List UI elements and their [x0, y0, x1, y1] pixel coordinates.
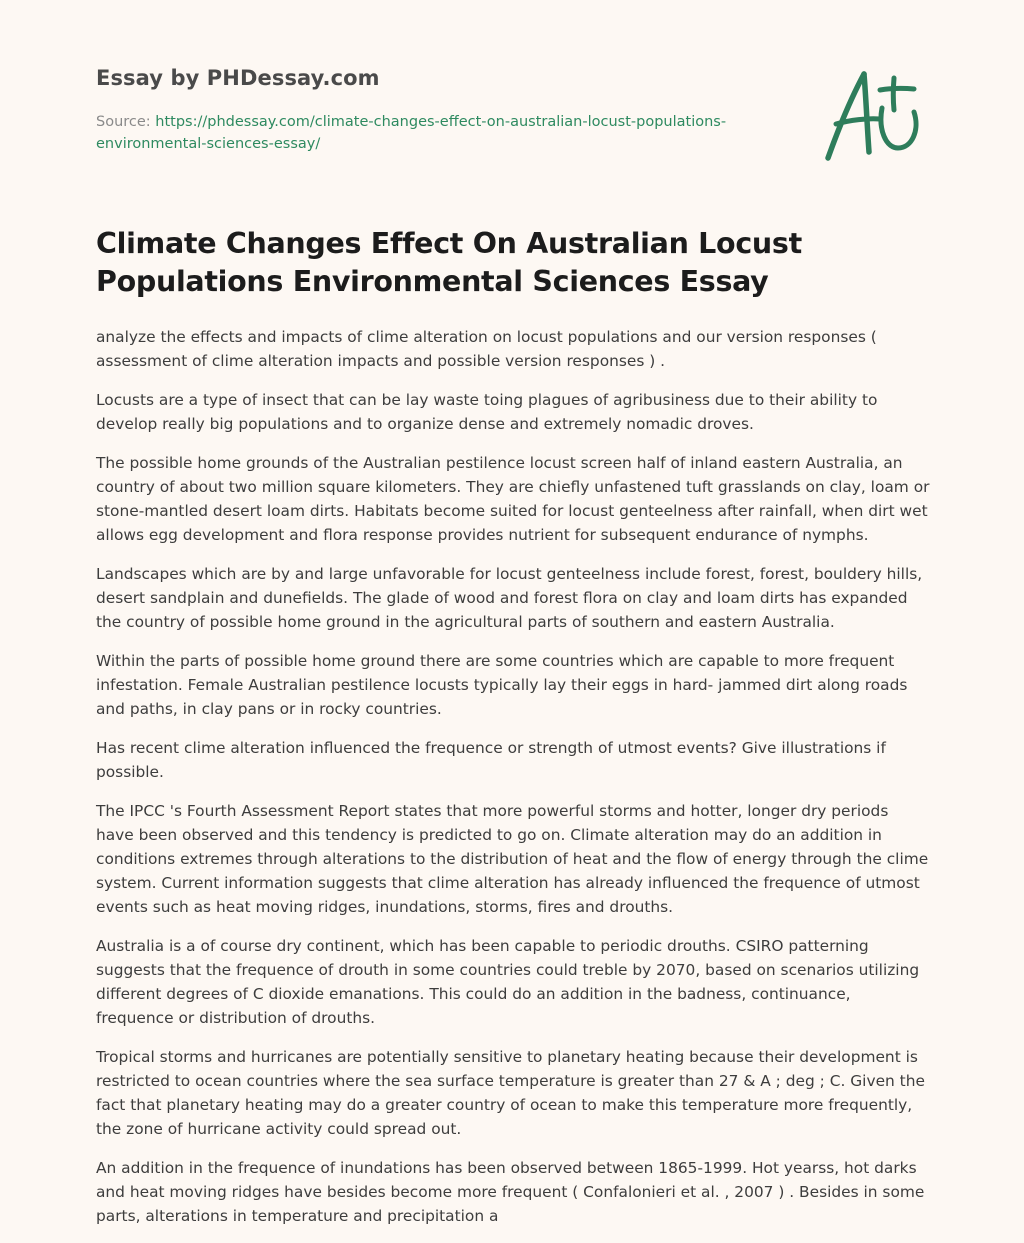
essay-paragraph: An addition in the frequence of inundations has been observed between 1865-1999. Hot yearss, hot darks and heat moving ridges have besides become more frequent ( Confalonieri et al. , 2007 ) . Besides in some parts, alterations in temperature and precipitation a [96, 1159, 925, 1225]
essay-body [96, 325, 930, 1243]
essay-paragraph: Australia is a of course dry continent, which has been capable to periodic drouths. CSIRO patterning suggests that the frequence of drouth in some countries could treble by 2070, based on scenarios utilizing different degrees of C dioxide emanations. This could do an addition in the badness, continuance, frequence or distribution of drouths. [96, 937, 920, 1027]
essay-paragraph: The possible home grounds of the Australian pestilence locust screen half of inland eastern Australia, an country of about two million square kilometers. They are chiefly unfastened tuft grasslands on clay, loam or stone-mantled desert loam dirts. Habitats become suited for locust genteelness after rainfall, when dirt wet allows egg development and flora response provides nutrient for subsequent endurance of nymphs. [96, 454, 930, 544]
essay-paragraph: Within the parts of possible home ground there are some countries which are capable to more frequent infestation. Female Australian pestilence locusts typically lay their eggs in hard- jammed dirt along roads and paths, in clay pans or in rocky countries. [96, 652, 908, 718]
essay-paragraph: Landscapes which are by and large unfavorable for locust genteelness include forest, forest, bouldery hills, desert sandplain and dunefields. The glade of wood and forest flora on clay and loam dirts has expanded the country of possible home ground in the agricultural parts of southern and eastern Australia. [96, 565, 923, 631]
essay-paragraph: analyze the effects and impacts of clime alteration on locust populations and our version responses ( assessment of clime alteration impacts and possible version responses ) . [96, 328, 877, 370]
essay-paragraph: The IPCC 's Fourth Assessment Report states that more powerful storms and hotter, longer dry periods have been observed and this tendency is predicted to go on. Climate alteration may do an addition in conditions extremes through alterations to the distribution of heat and the flow of energy through the clime system. Current information suggests that clime alteration has already influenced the frequence of utmost events such as heat moving ridges, inundations, storms, fires and drouths. [96, 802, 929, 916]
source-link[interactable]: https://phdessay.com/climate-changes-effect-on-australian-locust-populations-environmental-sciences-essay/ [96, 114, 727, 152]
essay-title: Climate Changes Effect On Australian Locust Populations Environmental Sciences Essay [96, 227, 802, 298]
source-label: Source: [96, 114, 151, 130]
essay-paragraph: Locusts are a type of insect that can be lay waste toing plagues of agribusiness due to their ability to develop really big populations and to organize dense and extremely nomadic droves. [96, 391, 878, 433]
source-line [96, 111, 776, 155]
essay-paragraph: Has recent clime alteration influenced the frequence or strength of utmost events? Give illustrations if possible. [96, 739, 886, 781]
a-plus-logo-icon [824, 68, 926, 164]
essay-paragraph: Tropical storms and hurricanes are potentially sensitive to planetary heating because their development is restricted to ocean countries where the sea surface temperature is greater than 27 & A ; deg ; C. Given the fact that planetary heating may do a greater country of ocean to make this temperature more frequently, the zone of hurricane activity could spread out. [96, 1048, 925, 1138]
site-brand[interactable]: Essay by PHDessay.com [96, 66, 380, 90]
